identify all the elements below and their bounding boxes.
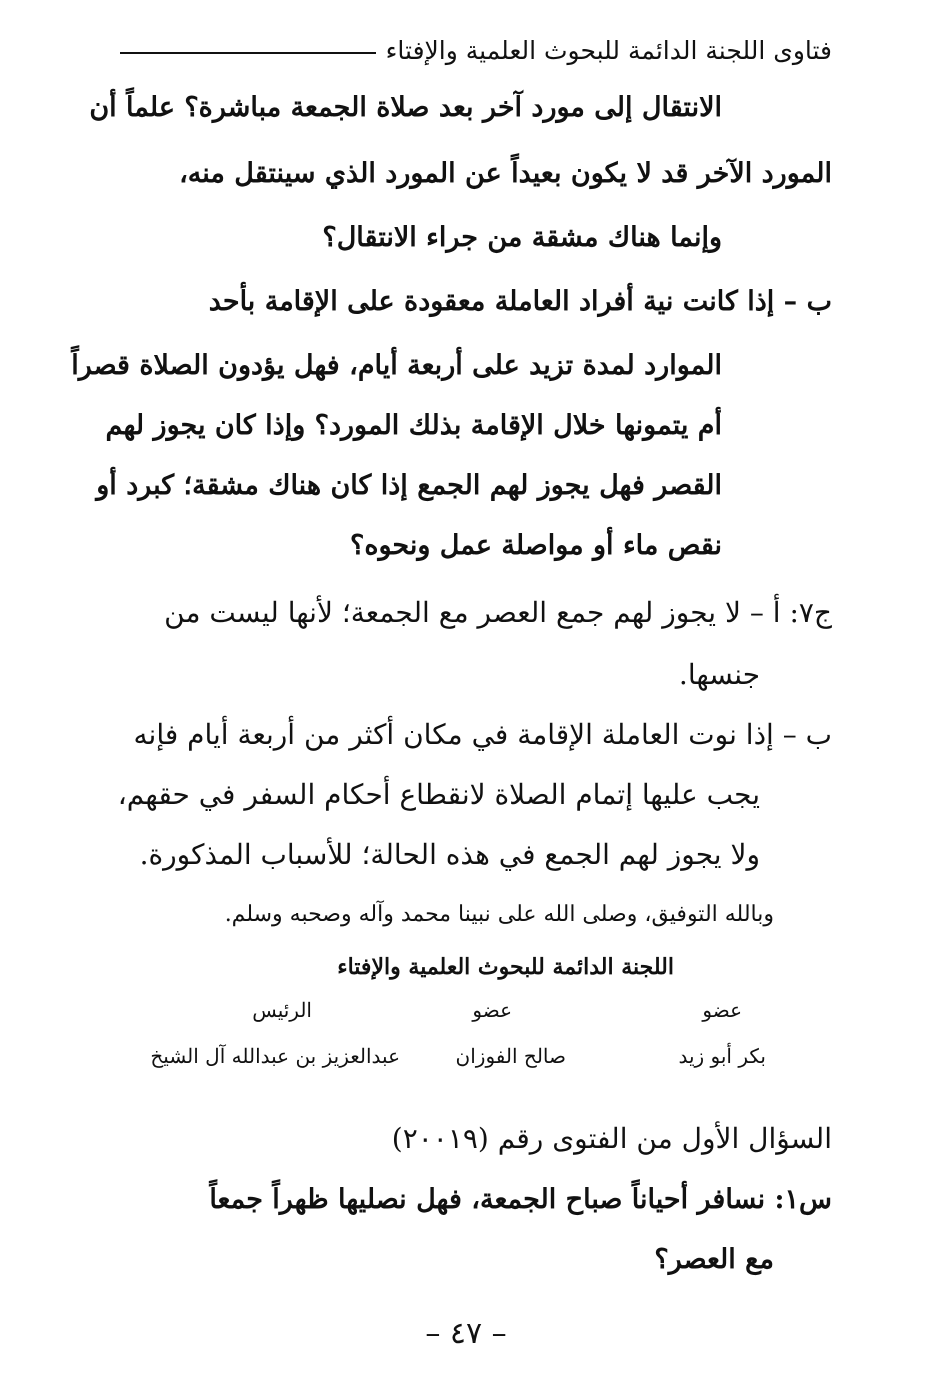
question-line: س١: نسافر أحياناً صباح الجمعة، فهل نصليها ظهراً جمعاً [209, 1184, 832, 1215]
signatory-role: الرئيس [252, 998, 312, 1022]
fatwa-heading: السؤال الأول من الفتوى رقم (٢٠٠١٩) [391, 1122, 832, 1155]
question-line: الموارد لمدة تزيد على أربعة أيام، فهل يؤدون الصلاة قصراً [71, 350, 722, 381]
answer-line: ب – إذا نوت العاملة الإقامة في مكان أكثر من أربعة أيام فإنه [133, 718, 832, 751]
signatory-role: عضو [472, 998, 512, 1022]
header-rule [120, 52, 376, 54]
answer-line: ولا يجوز لهم الجمع في هذه الحالة؛ للأسباب المذكورة. [139, 838, 760, 871]
question-line: نقص ماء أو مواصلة عمل ونحوه؟ [349, 530, 722, 561]
question-line: المورد الآخر قد لا يكون بعيداً عن المورد الذي سينتقل منه، [179, 158, 832, 189]
question-line: الانتقال إلى مورد آخر بعد صلاة الجمعة مباشرة؟ علماً أن [89, 92, 722, 123]
running-header [120, 30, 832, 70]
answer-line: يجب عليها إتمام الصلاة لانقطاع أحكام السفر في حقهم، [117, 778, 760, 811]
answer-line: جنسها. [678, 658, 760, 691]
header-title: فتاوى اللجنة الدائمة للبحوث العلمية والإفتاء [385, 35, 832, 65]
signatory-name: عبدالعزيز بن عبدالله آل الشيخ [150, 1044, 400, 1068]
question-line: أم يتمونها خلال الإقامة بذلك المورد؟ وإذا كان يجوز لهم [105, 410, 722, 441]
question-line: القصر فهل يجوز لهم الجمع إذا كان هناك مشقة؛ كبرد أو [96, 470, 722, 501]
committee-title: اللجنة الدائمة للبحوث العلمية والإفتاء [337, 954, 674, 980]
closing-text: وبالله التوفيق، وصلى الله على نبينا محمد وآله وصحبه وسلم. [224, 902, 774, 927]
question-line: وإنما هناك مشقة من جراء الانتقال؟ [322, 222, 722, 253]
question-line: مع العصر؟ [654, 1244, 774, 1275]
answer-line: ج٧: أ – لا يجوز لهم جمع العصر مع الجمعة؛ لأنها ليست من [164, 596, 832, 629]
signatory-name: بكر أبو زيد [678, 1044, 766, 1068]
signatory-name: صالح الفوزان [455, 1044, 566, 1068]
page-number: – ٤٧ – [425, 1316, 507, 1351]
signatory-role: عضو [702, 998, 742, 1022]
question-line: ب – إذا كانت نية أفراد العاملة معقودة على الإقامة بأحد [208, 286, 832, 317]
